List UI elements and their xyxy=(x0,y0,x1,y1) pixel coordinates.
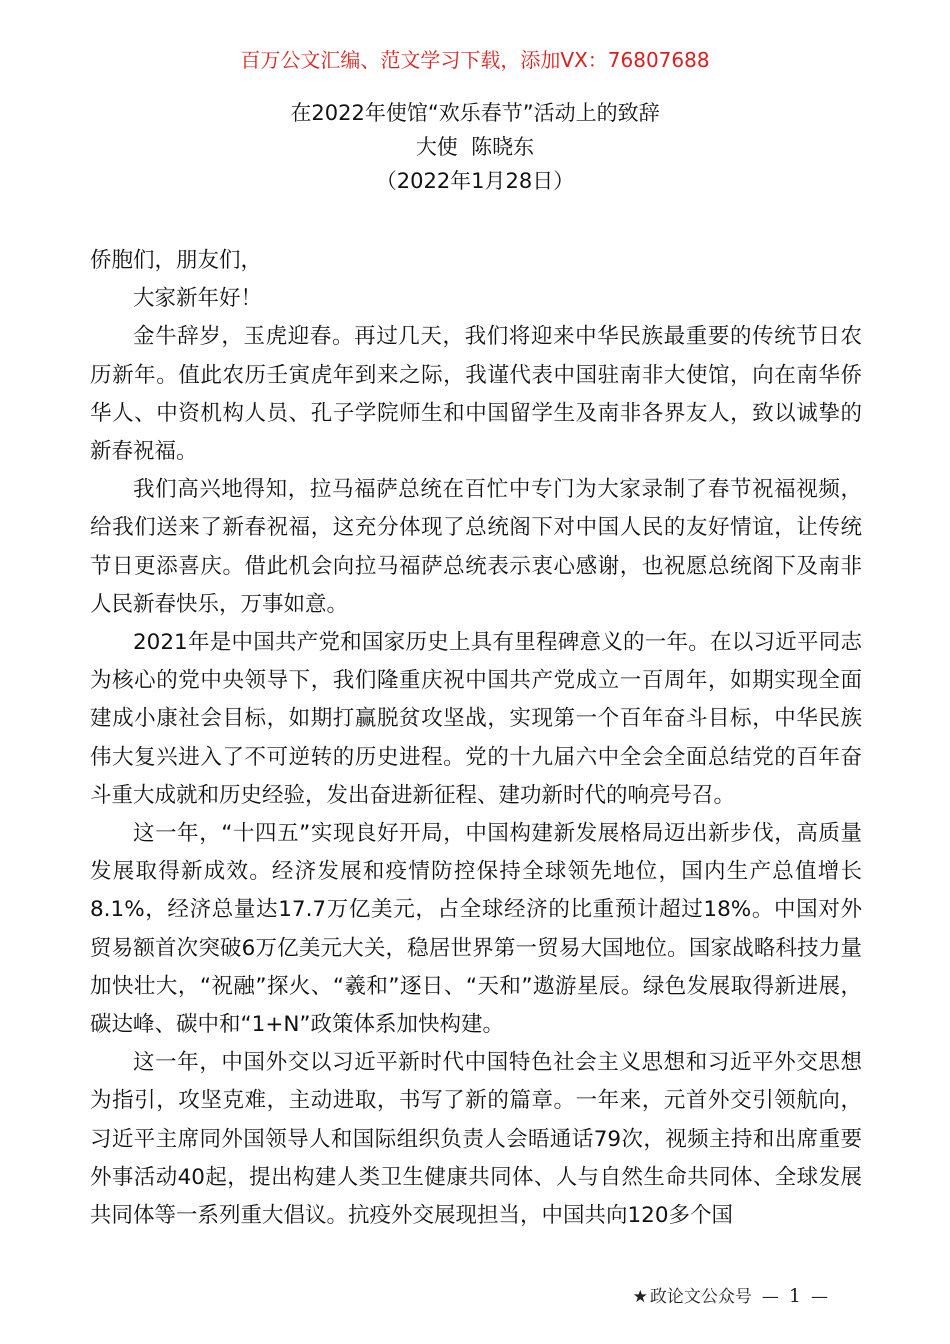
document-title: 在2022年使馆“欢乐春节”活动上的致辞 xyxy=(290,101,660,125)
paragraph-2021-milestone: 2021年是中国共产党和国家历史上具有里程碑意义的一年。在以习近平同志为核心的党中央领导下，我们隆重庆祝中国共产党成立一百周年，如期实现全面建成小康社会目标，如期打赢脱贫攻坚战，实现第一个百年奋斗目标，中华民族伟大复兴进入了不可逆转的历史进程。党的十九届六中全会全面总结党的百年奋斗重大成就和历史经验，发出奋进新征程、建功新时代的响亮号召。 xyxy=(90,630,862,808)
page-footer xyxy=(633,1282,838,1311)
watermark-banner: 百万公文汇编、范文学习下载，添加VX：76807688 xyxy=(240,48,710,72)
paragraph-diplomacy: 这一年，中国外交以习近平新时代中国特色社会主义思想和习近平外交思想为指引，攻坚克难，主动进取，书写了新的篇章。一年来，元首外交引领航向，习近平主席同外国领导人和国际组织负责人会晤通话79次，视频主持和出席重要外事活动40起，提出构建人类卫生健康共同体、人与自然生命共同体、全球发展共同体等一系列重大倡议。抗疫外交展现担当，中国共向120多个国 xyxy=(90,1050,862,1229)
paragraph-economy: 这一年，“十四五”实现良好开局，中国构建新发展格局迈出新步伐，高质量发展取得新成效。经济发展和疫情防控保持全球领先地位，国内生产总值增长8.1%，经济总量达17.7万亿美元，占全球经济的比重预计超过18%。中国对外贸易额首次突破6万亿美元大关，稳居世界第一贸易大国地位。国家战略科技力量加快壮大，“祝融”探火、“羲和”逐日、“天和”遨游星辰。绿色发展取得新进展，碳达峰、碳中和“1+N”政策体系加快构建。 xyxy=(90,821,862,1038)
paragraph-president-video: 我们高兴地得知，拉马福萨总统在百忙中专门为大家录制了春节祝福视频，给我们送来了新春祝福，这充分体现了总统阁下对中国人民的友好情谊，让传统节日更添喜庆。借此机会向拉马福萨总统表示衷心感谢，也祝愿总统阁下及南非人民新春快乐，万事如意。 xyxy=(90,477,862,617)
speech-body xyxy=(90,242,862,1235)
speaker-line: 大使 陈晓东 xyxy=(415,135,535,159)
page-number: 1 xyxy=(788,1285,801,1307)
salutation: 侨胞们，朋友们， xyxy=(90,248,263,273)
document-header xyxy=(0,96,950,198)
footer-dash-left: — xyxy=(761,1287,779,1307)
speech-date: （2022年1月28日） xyxy=(375,169,575,193)
paragraph-greeting: 大家新年好！ xyxy=(133,286,263,312)
footer-dash-right: — xyxy=(811,1287,828,1307)
paragraph-new-year: 金牛辞岁，玉虎迎春。再过几天，我们将迎来中华民族最重要的传统节日农历新年。值此农历壬寅虎年到来之际，我谨代表中国驻南非大使馆，向在南华侨华人、中资机构人员、孔子学院师生和中国留学生及南非各界友人，致以诚挚的新春祝福。 xyxy=(90,324,862,465)
star-icon: ★ xyxy=(632,1287,648,1307)
footer-source: 政论文公众号 xyxy=(649,1287,752,1307)
